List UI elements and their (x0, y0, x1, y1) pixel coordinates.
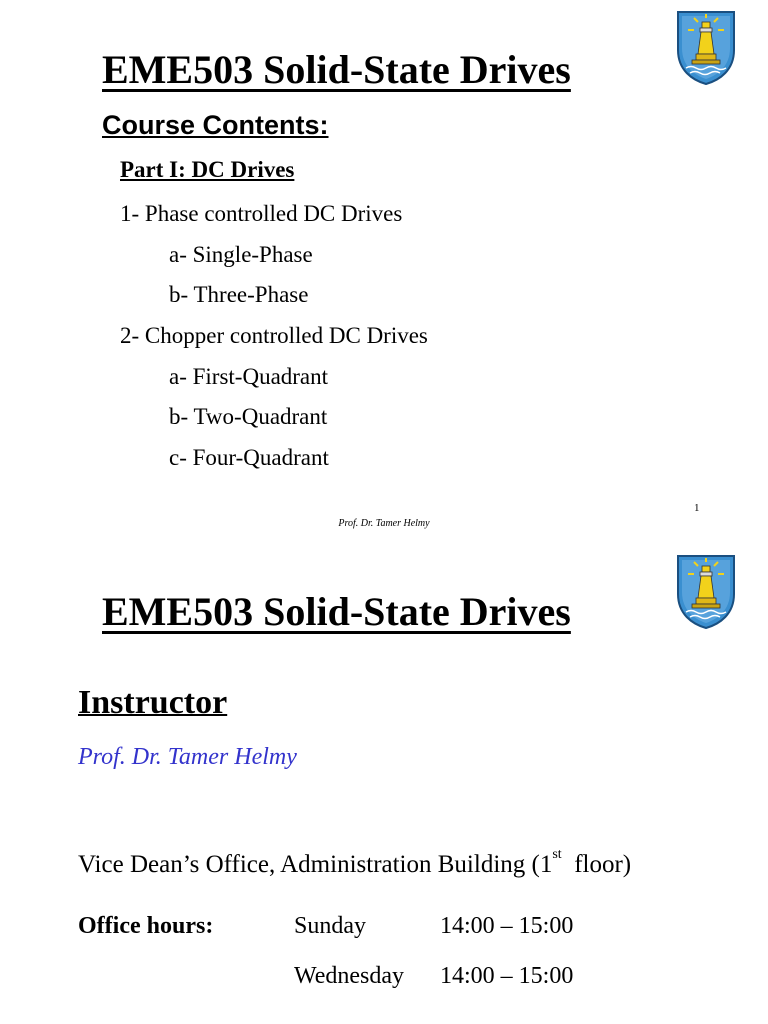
slide-2-title: EME503 Solid-State Drives (102, 589, 571, 634)
instructor-name: Prof. Dr. Tamer Helmy (78, 744, 297, 770)
list-item: 2- Chopper controlled DC Drives (120, 323, 428, 348)
course-contents-heading: Course Contents: (102, 110, 329, 140)
list-item: b- Three-Phase (169, 282, 309, 307)
office-hours-day: Wednesday (294, 963, 405, 989)
part-title: Part I: DC Drives (120, 157, 295, 182)
slide-footer: Prof. Dr. Tamer Helmy (338, 518, 430, 529)
office-floor-ordinal: st (552, 847, 562, 862)
shield-logo-icon (676, 554, 736, 630)
list-item: 1- Phase controlled DC Drives (120, 201, 403, 226)
list-item: a- Single-Phase (169, 242, 313, 267)
office-hours-label: Office hours: (78, 913, 214, 939)
office-hours-time: 14:00 – 15:00 (440, 913, 574, 939)
office-hours-day: Sunday (294, 913, 366, 939)
instructor-heading: Instructor (78, 684, 228, 721)
slide-1-title: EME503 Solid-State Drives (102, 47, 571, 92)
office-location-text: Vice Dean’s Office, Administration Building (1 (78, 851, 553, 878)
slide-2 (0, 540, 768, 1024)
shield-logo-icon (676, 10, 736, 86)
list-item: c- Four-Quadrant (169, 445, 329, 470)
office-location (78, 847, 632, 878)
office-location-floor: floor) (561, 851, 632, 878)
page-number: 1 (694, 502, 700, 514)
list-item: a- First-Quadrant (169, 364, 329, 389)
list-item: b- Two-Quadrant (169, 404, 328, 429)
office-hours-time: 14:00 – 15:00 (440, 963, 574, 989)
